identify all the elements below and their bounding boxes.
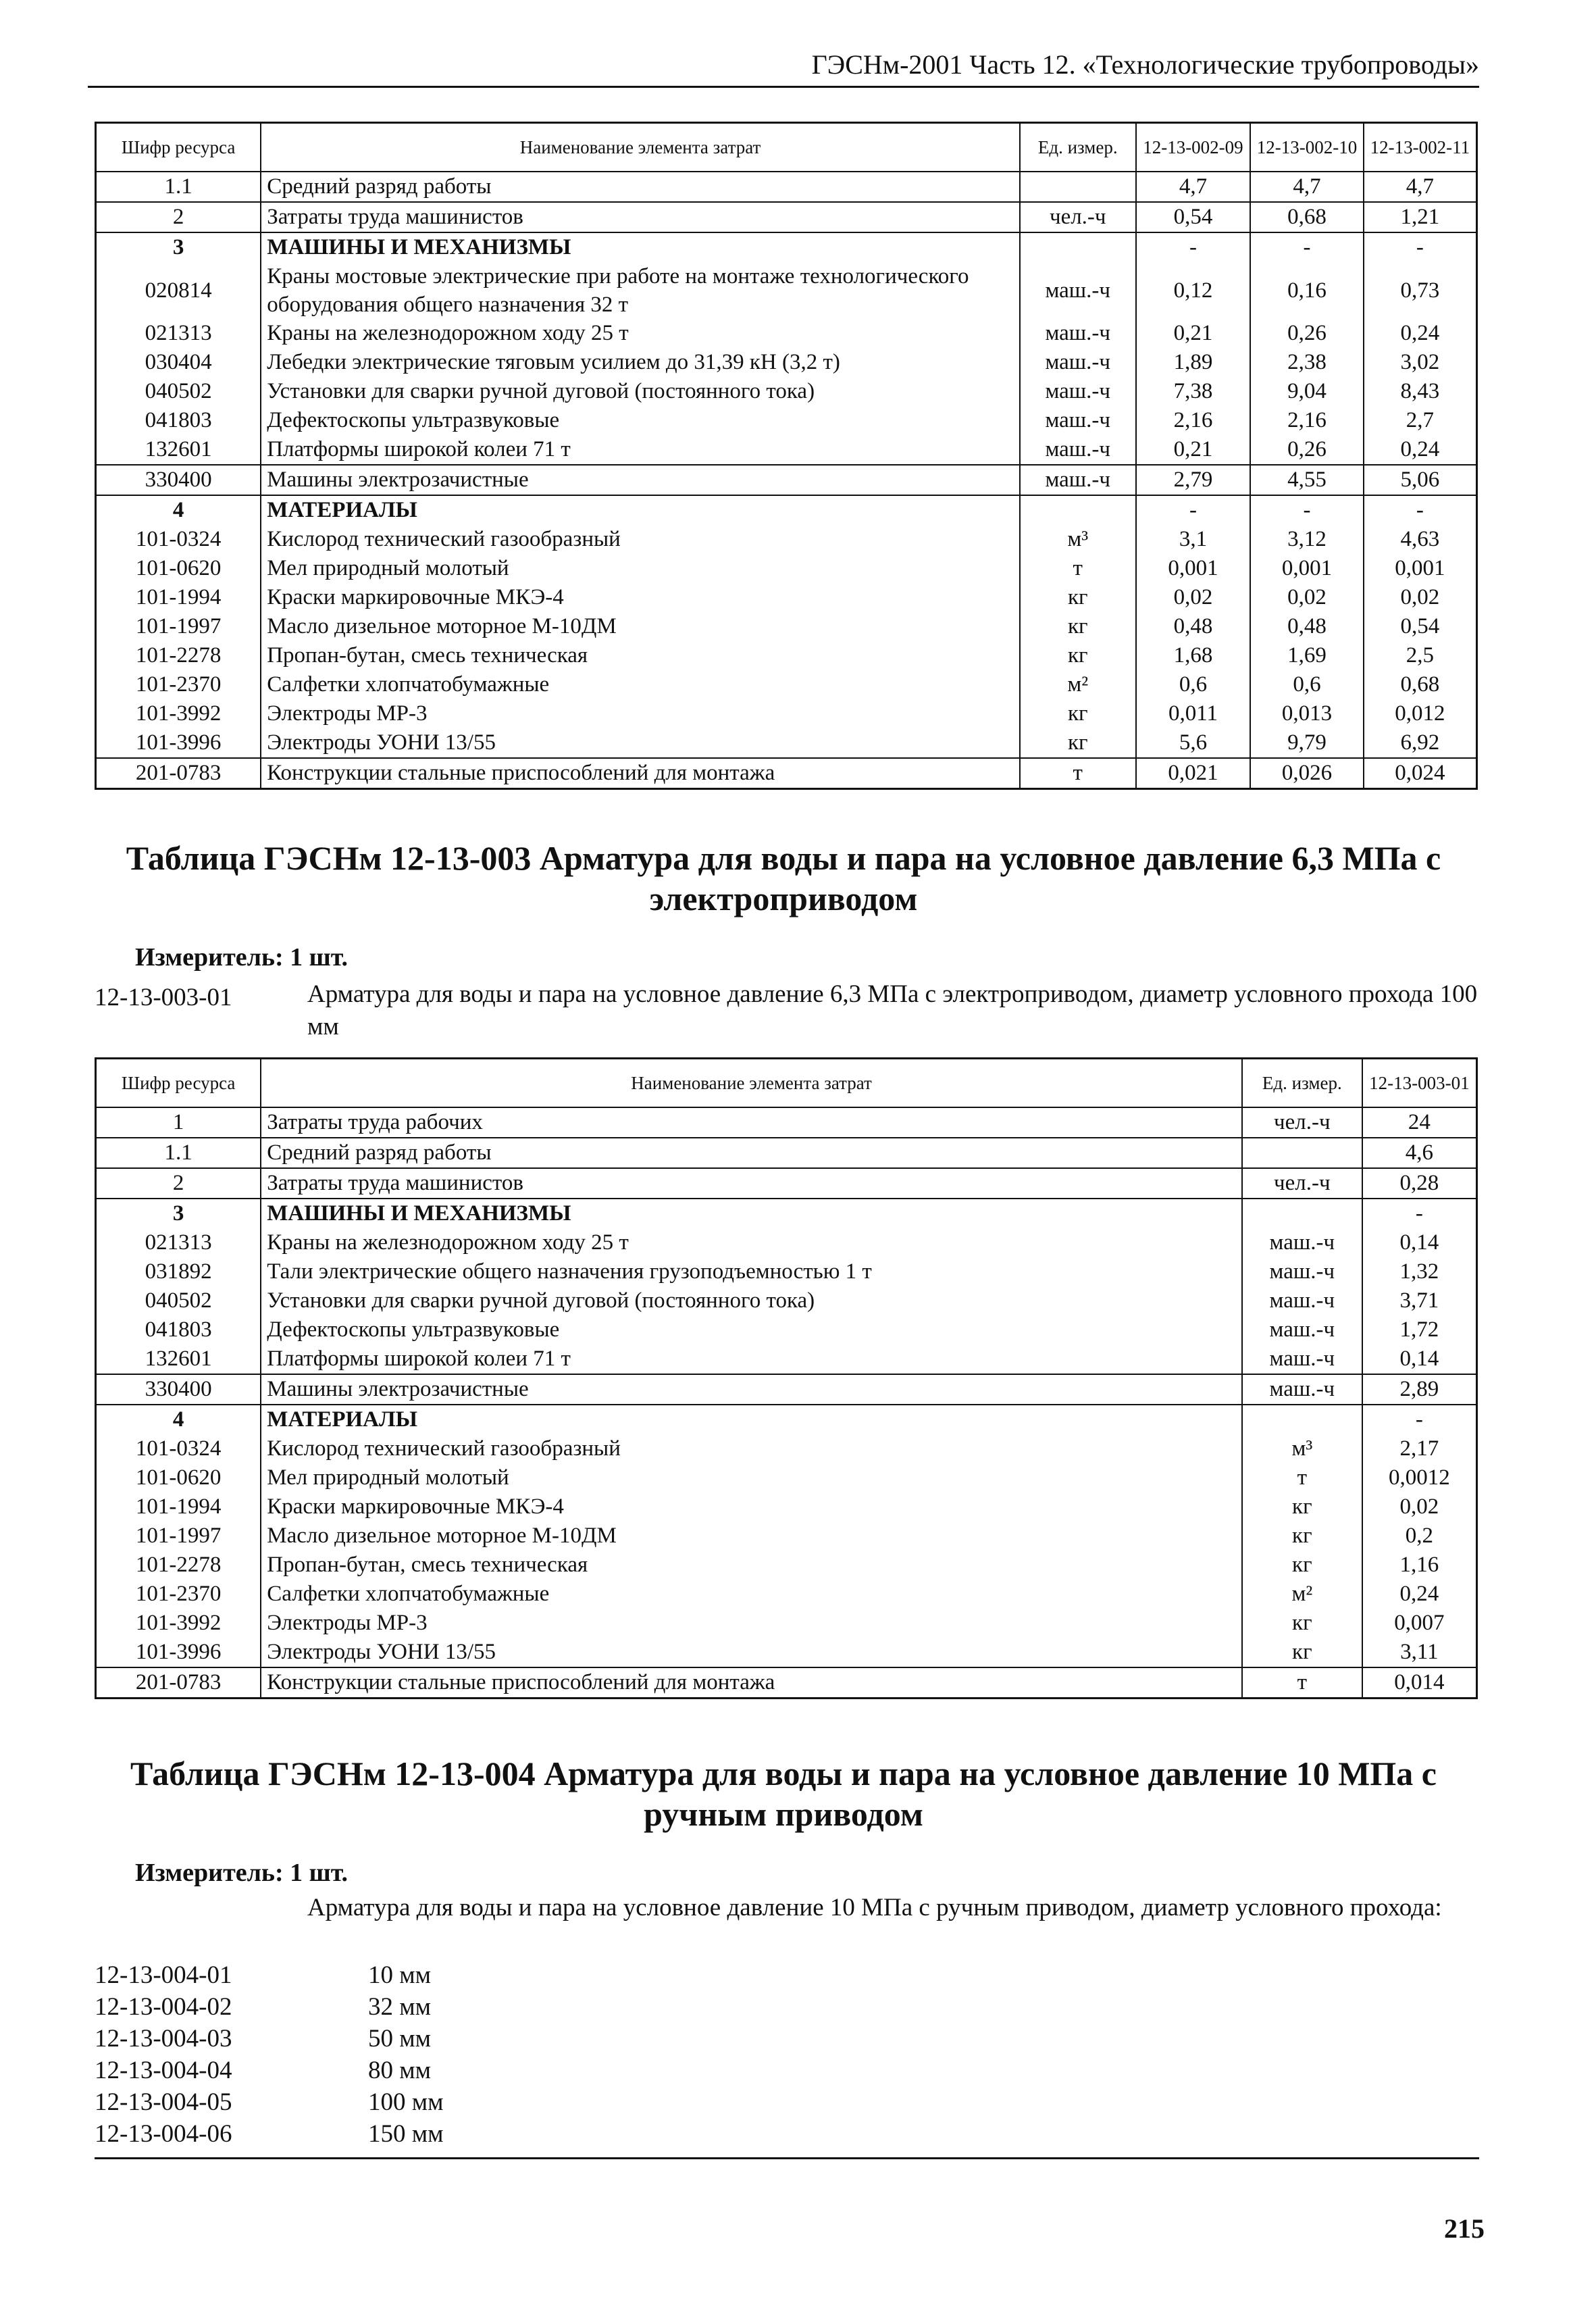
table-row: [96, 728, 1477, 758]
norm-value: 0,26: [1250, 319, 1364, 348]
variant-code: 12-13-004-01: [95, 1961, 232, 1989]
cost-element-name: МАТЕРИАЛЫ: [261, 495, 1020, 525]
measure-unit: [135, 942, 348, 972]
norm-value: -: [1362, 1199, 1477, 1228]
resource-code: 330400: [96, 465, 261, 495]
measure-label: Измеритель:: [135, 1859, 284, 1887]
table-row: [96, 699, 1477, 728]
resource-code: 031892: [96, 1257, 261, 1286]
norm-value: 1,69: [1250, 641, 1364, 670]
unit-cell: кг: [1020, 583, 1136, 612]
variant-diameter: 150 мм: [368, 2120, 444, 2148]
unit-cell: [1242, 1199, 1362, 1228]
unit-cell: кг: [1020, 728, 1136, 758]
resource-code: 021313: [96, 1228, 261, 1257]
unit-cell: [1242, 1405, 1362, 1434]
norm-value: 0,54: [1364, 612, 1477, 641]
table-header-row: [96, 123, 1477, 172]
resource-code: 132601: [96, 1344, 261, 1374]
unit-cell: кг: [1242, 1521, 1362, 1551]
resource-code: 101-0324: [96, 525, 261, 554]
resource-code: 101-2278: [96, 1551, 261, 1580]
norm-value: 4,7: [1250, 172, 1364, 202]
norm-value: -: [1364, 495, 1477, 525]
cost-element-name: Тали электрические общего назначения грузоподъемностью 1 т: [261, 1257, 1242, 1286]
table-row: [96, 554, 1477, 583]
unit-cell: кг: [1020, 641, 1136, 670]
resource-code: 101-3996: [96, 1638, 261, 1667]
norm-value: 0,007: [1362, 1609, 1477, 1638]
running-header: ГЭСНм-2001 Часть 12. «Технологические трубопроводы»: [88, 49, 1479, 88]
norm-value: -: [1136, 232, 1251, 262]
unit-cell: т: [1242, 1667, 1362, 1699]
variant-code: 12-13-004-02: [95, 1993, 232, 2021]
variant-item: [95, 1991, 444, 2023]
variant-item: [95, 2086, 444, 2118]
header-cost-element: Наименование элемента затрат: [261, 123, 1020, 172]
cost-element-name: Пропан-бутан, смесь техническая: [261, 641, 1020, 670]
table-row: [96, 435, 1477, 465]
norm-value: 0,68: [1250, 202, 1364, 232]
norm-value: 0,24: [1364, 435, 1477, 465]
unit-cell: кг: [1242, 1492, 1362, 1521]
resource-code: 2: [96, 1168, 261, 1199]
norm-value: 24: [1362, 1107, 1477, 1138]
resource-table-12-13-003: [95, 1057, 1478, 1699]
unit-cell: [1020, 495, 1136, 525]
resource-table-12-13-002: [95, 122, 1478, 790]
table-row: [96, 319, 1477, 348]
norm-value: 0,02: [1136, 583, 1251, 612]
resource-code: 2: [96, 202, 261, 232]
cost-element-name: Электроды УОНИ 13/55: [261, 1638, 1242, 1667]
norm-value: 0,024: [1364, 758, 1477, 789]
resource-code: 101-3992: [96, 1609, 261, 1638]
table-header-row: [96, 1059, 1477, 1108]
resource-code: 3: [96, 1199, 261, 1228]
cost-element-name: Мел природный молотый: [261, 554, 1020, 583]
resource-code: 4: [96, 495, 261, 525]
variant-diameter: 10 мм: [368, 1961, 432, 1989]
measure-unit: [135, 1858, 348, 1888]
norm-value: 0,02: [1362, 1492, 1477, 1521]
table-row: [96, 495, 1477, 525]
norm-value: 3,71: [1362, 1286, 1477, 1315]
norm-value: 0,24: [1362, 1580, 1477, 1609]
variant-diameter: 80 мм: [368, 2057, 432, 2084]
table-row: [96, 348, 1477, 377]
page-number: 215: [1444, 2213, 1485, 2244]
variant-item: [95, 2055, 444, 2086]
norm-value: 1,89: [1136, 348, 1251, 377]
resource-code: 101-0324: [96, 1434, 261, 1463]
variant-code: 12-13-004-06: [95, 2120, 232, 2148]
norm-value: 4,6: [1362, 1138, 1477, 1168]
resource-code: 201-0783: [96, 1667, 261, 1699]
header-unit: Ед. измер.: [1242, 1059, 1362, 1108]
table-title-line1: Таблица ГЭСНм 12-13-003 Арматура для воды и пара на условное давление 6,3 МПа с: [126, 839, 1441, 877]
resource-code: 330400: [96, 1374, 261, 1405]
table-row: [96, 232, 1477, 262]
table-row: [96, 262, 1477, 319]
cost-element-name: Конструкции стальные приспособлений для монтажа: [261, 1667, 1242, 1699]
norm-value: 2,89: [1362, 1374, 1477, 1405]
norm-value: 5,6: [1136, 728, 1251, 758]
unit-cell: маш.-ч: [1020, 465, 1136, 495]
resource-code: 101-0620: [96, 1463, 261, 1492]
resource-code: 101-2370: [96, 670, 261, 699]
norm-value: 8,43: [1364, 377, 1477, 406]
table-row: [96, 1434, 1477, 1463]
norm-value: 4,63: [1364, 525, 1477, 554]
norm-value: 7,38: [1136, 377, 1251, 406]
unit-cell: кг: [1020, 699, 1136, 728]
resource-code: 132601: [96, 435, 261, 465]
unit-cell: м³: [1020, 525, 1136, 554]
unit-cell: кг: [1242, 1551, 1362, 1580]
variant-diameter: 50 мм: [368, 2025, 432, 2053]
norm-value: 4,55: [1250, 465, 1364, 495]
table-row: [96, 1667, 1477, 1699]
norm-value: 5,06: [1364, 465, 1477, 495]
header-norm-code: 12-13-002-11: [1364, 123, 1477, 172]
unit-cell: маш.-ч: [1242, 1286, 1362, 1315]
resource-code: 101-3992: [96, 699, 261, 728]
norm-value: 0,48: [1136, 612, 1251, 641]
cost-element-name: Краски маркировочные МКЭ-4: [261, 583, 1020, 612]
norm-value: -: [1250, 495, 1364, 525]
table-row: [96, 1257, 1477, 1286]
cost-element-name: Лебедки электрические тяговым усилием до 31,39 кН (3,2 т): [261, 348, 1020, 377]
resource-code: 020814: [96, 262, 261, 319]
cost-element-name: Кислород технический газообразный: [261, 1434, 1242, 1463]
norm-value: 9,79: [1250, 728, 1364, 758]
cost-element-name: Затраты труда машинистов: [261, 202, 1020, 232]
cost-element-name: Мел природный молотый: [261, 1463, 1242, 1492]
cost-element-name: Краны на железнодорожном ходу 25 т: [261, 1228, 1242, 1257]
resource-code: 101-1997: [96, 1521, 261, 1551]
cost-element-name: Дефектоскопы ультразвуковые: [261, 406, 1020, 435]
resource-code: 041803: [96, 1315, 261, 1344]
norm-value: 0,48: [1250, 612, 1364, 641]
norm-value: 0,014: [1362, 1667, 1477, 1699]
norm-value: 2,79: [1136, 465, 1251, 495]
cost-element-name: Кислород технический газообразный: [261, 525, 1020, 554]
table-row: [96, 1286, 1477, 1315]
table-row: [96, 1521, 1477, 1551]
table-row: [96, 202, 1477, 232]
resource-code: 021313: [96, 319, 261, 348]
table-title-12-13-004: [88, 1753, 1479, 1834]
norm-value: 0,001: [1250, 554, 1364, 583]
table-row: [96, 641, 1477, 670]
norm-value: 2,38: [1250, 348, 1364, 377]
norm-value: 4,7: [1136, 172, 1251, 202]
resource-code: 101-1997: [96, 612, 261, 641]
table-row: [96, 1580, 1477, 1609]
measure-value: 1 шт.: [290, 943, 349, 972]
unit-cell: чел.-ч: [1242, 1168, 1362, 1199]
variant-code: 12-13-004-04: [95, 2057, 232, 2084]
norm-value: 2,17: [1362, 1434, 1477, 1463]
norm-value: -: [1250, 232, 1364, 262]
norm-value: 0,6: [1250, 670, 1364, 699]
resource-code: 101-2278: [96, 641, 261, 670]
table-row: [96, 465, 1477, 495]
table-title-line2: ручным приводом: [644, 1795, 923, 1833]
resource-code: 041803: [96, 406, 261, 435]
cost-element-name: Дефектоскопы ультразвуковые: [261, 1315, 1242, 1344]
unit-cell: м²: [1242, 1580, 1362, 1609]
unit-cell: м²: [1020, 670, 1136, 699]
norm-value: 9,04: [1250, 377, 1364, 406]
norm-value: 6,92: [1364, 728, 1477, 758]
table-row: [96, 1344, 1477, 1374]
norm-description: Арматура для воды и пара на условное давление 10 МПа с ручным приводом, диаметр условного прохода:: [307, 1894, 1442, 1921]
resource-code: 4: [96, 1405, 261, 1434]
header-unit: Ед. измер.: [1020, 123, 1136, 172]
header-resource-code: Шифр ресурса: [96, 1059, 261, 1108]
table-row: [96, 1107, 1477, 1138]
table-row: [96, 1138, 1477, 1168]
unit-cell: маш.-ч: [1242, 1257, 1362, 1286]
norm-description: Арматура для воды и пара на условное давление 6,3 МПа с электроприводом, диаметр условного прохода 100 мм: [307, 980, 1478, 1040]
norm-value: 0,02: [1364, 583, 1477, 612]
cost-element-name: МАШИНЫ И МЕХАНИЗМЫ: [261, 1199, 1242, 1228]
cost-element-name: Краны на железнодорожном ходу 25 т: [261, 319, 1020, 348]
unit-cell: [1020, 232, 1136, 262]
unit-cell: т: [1020, 554, 1136, 583]
cost-element-name: Затраты труда машинистов: [261, 1168, 1242, 1199]
cost-element-name: Машины электрозачистные: [261, 1374, 1242, 1405]
norm-value: 2,7: [1364, 406, 1477, 435]
norm-value: 0,24: [1364, 319, 1477, 348]
cost-element-name: Установки для сварки ручной дуговой (постоянного тока): [261, 1286, 1242, 1315]
header-cost-element: Наименование элемента затрат: [261, 1059, 1242, 1108]
table-title-line2: электроприводом: [649, 880, 918, 917]
norm-value: 3,11: [1362, 1638, 1477, 1667]
resource-code: 101-3996: [96, 728, 261, 758]
resource-code: 040502: [96, 377, 261, 406]
table-row: [96, 1609, 1477, 1638]
cost-element-name: Средний разряд работы: [261, 1138, 1242, 1168]
resource-code: 1.1: [96, 1138, 261, 1168]
norm-value: 0,013: [1250, 699, 1364, 728]
unit-cell: чел.-ч: [1242, 1107, 1362, 1138]
cost-element-name: Средний разряд работы: [261, 172, 1020, 202]
resource-code: 101-0620: [96, 554, 261, 583]
unit-cell: маш.-ч: [1020, 319, 1136, 348]
table-title-line1: Таблица ГЭСНм 12-13-004 Арматура для воды и пара на условное давление 10 МПа с: [130, 1755, 1437, 1792]
header-norm-code: 12-13-002-09: [1136, 123, 1251, 172]
cost-element-name: Краски маркировочные МКЭ-4: [261, 1492, 1242, 1521]
norm-value: 0,001: [1136, 554, 1251, 583]
table-row: [96, 1315, 1477, 1344]
table-row: [96, 1374, 1477, 1405]
resource-code: 040502: [96, 1286, 261, 1315]
measure-value: 1 шт.: [290, 1859, 349, 1887]
header-resource-code: Шифр ресурса: [96, 123, 261, 172]
norm-value: 0,26: [1250, 435, 1364, 465]
norm-value: 0,011: [1136, 699, 1251, 728]
cost-element-name: Салфетки хлопчатобумажные: [261, 1580, 1242, 1609]
norm-value: 1,32: [1362, 1257, 1477, 1286]
cost-element-name: Затраты труда рабочих: [261, 1107, 1242, 1138]
unit-cell: [1020, 172, 1136, 202]
header-norm-code: 12-13-002-10: [1250, 123, 1364, 172]
cost-element-name: Салфетки хлопчатобумажные: [261, 670, 1020, 699]
table-row: [96, 1638, 1477, 1667]
resource-code: 1: [96, 1107, 261, 1138]
resource-code: 1.1: [96, 172, 261, 202]
table-row: [96, 670, 1477, 699]
cost-element-name: Платформы широкой колеи 71 т: [261, 1344, 1242, 1374]
norm-value: -: [1362, 1405, 1477, 1434]
norm-value: 3,02: [1364, 348, 1477, 377]
norm-value: 0,0012: [1362, 1463, 1477, 1492]
norm-value: 0,16: [1250, 262, 1364, 319]
unit-cell: маш.-ч: [1242, 1344, 1362, 1374]
norm-value: 0,14: [1362, 1344, 1477, 1374]
resource-code: 030404: [96, 348, 261, 377]
table-row: [96, 583, 1477, 612]
norm-value: 0,21: [1136, 319, 1251, 348]
variant-list: [95, 1959, 444, 2150]
variant-item: [95, 1959, 444, 1991]
variant-code: 12-13-004-03: [95, 2025, 232, 2053]
cost-element-name: Электроды МР-3: [261, 1609, 1242, 1638]
variant-diameter: 32 мм: [368, 1993, 432, 2021]
table-row: [96, 1168, 1477, 1199]
table-row: [96, 758, 1477, 789]
norm-value: 3,1: [1136, 525, 1251, 554]
cost-element-name: Электроды МР-3: [261, 699, 1020, 728]
norm-value: 1,21: [1364, 202, 1477, 232]
table-row: [96, 612, 1477, 641]
norm-value: 0,001: [1364, 554, 1477, 583]
unit-cell: маш.-ч: [1242, 1228, 1362, 1257]
table-row: [96, 406, 1477, 435]
norm-value: 1,16: [1362, 1551, 1477, 1580]
unit-cell: маш.-ч: [1020, 435, 1136, 465]
norm-value: 3,12: [1250, 525, 1364, 554]
cost-element-name: Машины электрозачистные: [261, 465, 1020, 495]
resource-code: 101-1994: [96, 583, 261, 612]
unit-cell: маш.-ч: [1242, 1374, 1362, 1405]
header-norm-code: 12-13-003-01: [1362, 1059, 1477, 1108]
unit-cell: чел.-ч: [1020, 202, 1136, 232]
resource-code: 3: [96, 232, 261, 262]
cost-element-name: МАТЕРИАЛЫ: [261, 1405, 1242, 1434]
measure-label: Измеритель:: [135, 943, 284, 972]
unit-cell: маш.-ч: [1020, 348, 1136, 377]
unit-cell: маш.-ч: [1242, 1315, 1362, 1344]
unit-cell: т: [1242, 1463, 1362, 1492]
norm-value: 0,14: [1362, 1228, 1477, 1257]
unit-cell: кг: [1242, 1609, 1362, 1638]
norm-value: 0,012: [1364, 699, 1477, 728]
resource-code: 101-2370: [96, 1580, 261, 1609]
norm-value: 0,026: [1250, 758, 1364, 789]
norm-value: 1,68: [1136, 641, 1251, 670]
cost-element-name: МАШИНЫ И МЕХАНИЗМЫ: [261, 232, 1020, 262]
unit-cell: маш.-ч: [1020, 262, 1136, 319]
norm-value: 0,021: [1136, 758, 1251, 789]
norm-value: 0,12: [1136, 262, 1251, 319]
table-row: [96, 1463, 1477, 1492]
table-row: [96, 1551, 1477, 1580]
unit-cell: кг: [1020, 612, 1136, 641]
resource-code: 201-0783: [96, 758, 261, 789]
norm-value: -: [1136, 495, 1251, 525]
table-row: [96, 1405, 1477, 1434]
table-row: [96, 1492, 1477, 1521]
cost-element-name: Установки для сварки ручной дуговой (постоянного тока): [261, 377, 1020, 406]
norm-value: 2,16: [1250, 406, 1364, 435]
norm-value: 0,54: [1136, 202, 1251, 232]
variant-code: 12-13-004-05: [95, 2088, 232, 2116]
unit-cell: маш.-ч: [1020, 406, 1136, 435]
table-row: [96, 377, 1477, 406]
norm-value: 4,7: [1364, 172, 1477, 202]
norm-value: 0,68: [1364, 670, 1477, 699]
table-row: [96, 525, 1477, 554]
norm-value: 0,6: [1136, 670, 1251, 699]
norm-value: 2,5: [1364, 641, 1477, 670]
norm-code: 12-13-003-01: [95, 984, 232, 1011]
norm-value: 2,16: [1136, 406, 1251, 435]
variant-item: [95, 2023, 444, 2055]
cost-element-name: Платформы широкой колеи 71 т: [261, 435, 1020, 465]
table-title-12-13-003: [88, 838, 1479, 919]
norm-value: 0,02: [1250, 583, 1364, 612]
bottom-rule: [95, 2157, 1479, 2159]
resource-code: 101-1994: [96, 1492, 261, 1521]
norm-value: 0,28: [1362, 1168, 1477, 1199]
variant-item: [95, 2118, 444, 2150]
norm-value: 0,2: [1362, 1521, 1477, 1551]
cost-element-name: Краны мостовые электрические при работе на монтаже технологического оборудования общего назначения 32 т: [261, 262, 1020, 319]
cost-element-name: Электроды УОНИ 13/55: [261, 728, 1020, 758]
unit-cell: т: [1020, 758, 1136, 789]
unit-cell: [1242, 1138, 1362, 1168]
table-row: [96, 1228, 1477, 1257]
norm-value: 1,72: [1362, 1315, 1477, 1344]
norm-value: 0,21: [1136, 435, 1251, 465]
norm-value: 0,73: [1364, 262, 1477, 319]
cost-element-name: Конструкции стальные приспособлений для монтажа: [261, 758, 1020, 789]
unit-cell: м³: [1242, 1434, 1362, 1463]
cost-element-name: Масло дизельное моторное М-10ДМ: [261, 612, 1020, 641]
cost-element-name: Пропан-бутан, смесь техническая: [261, 1551, 1242, 1580]
table-row: [96, 172, 1477, 202]
unit-cell: маш.-ч: [1020, 377, 1136, 406]
norm-value: -: [1364, 232, 1477, 262]
variant-diameter: 100 мм: [368, 2088, 444, 2116]
table-row: [96, 1199, 1477, 1228]
unit-cell: кг: [1242, 1638, 1362, 1667]
cost-element-name: Масло дизельное моторное М-10ДМ: [261, 1521, 1242, 1551]
